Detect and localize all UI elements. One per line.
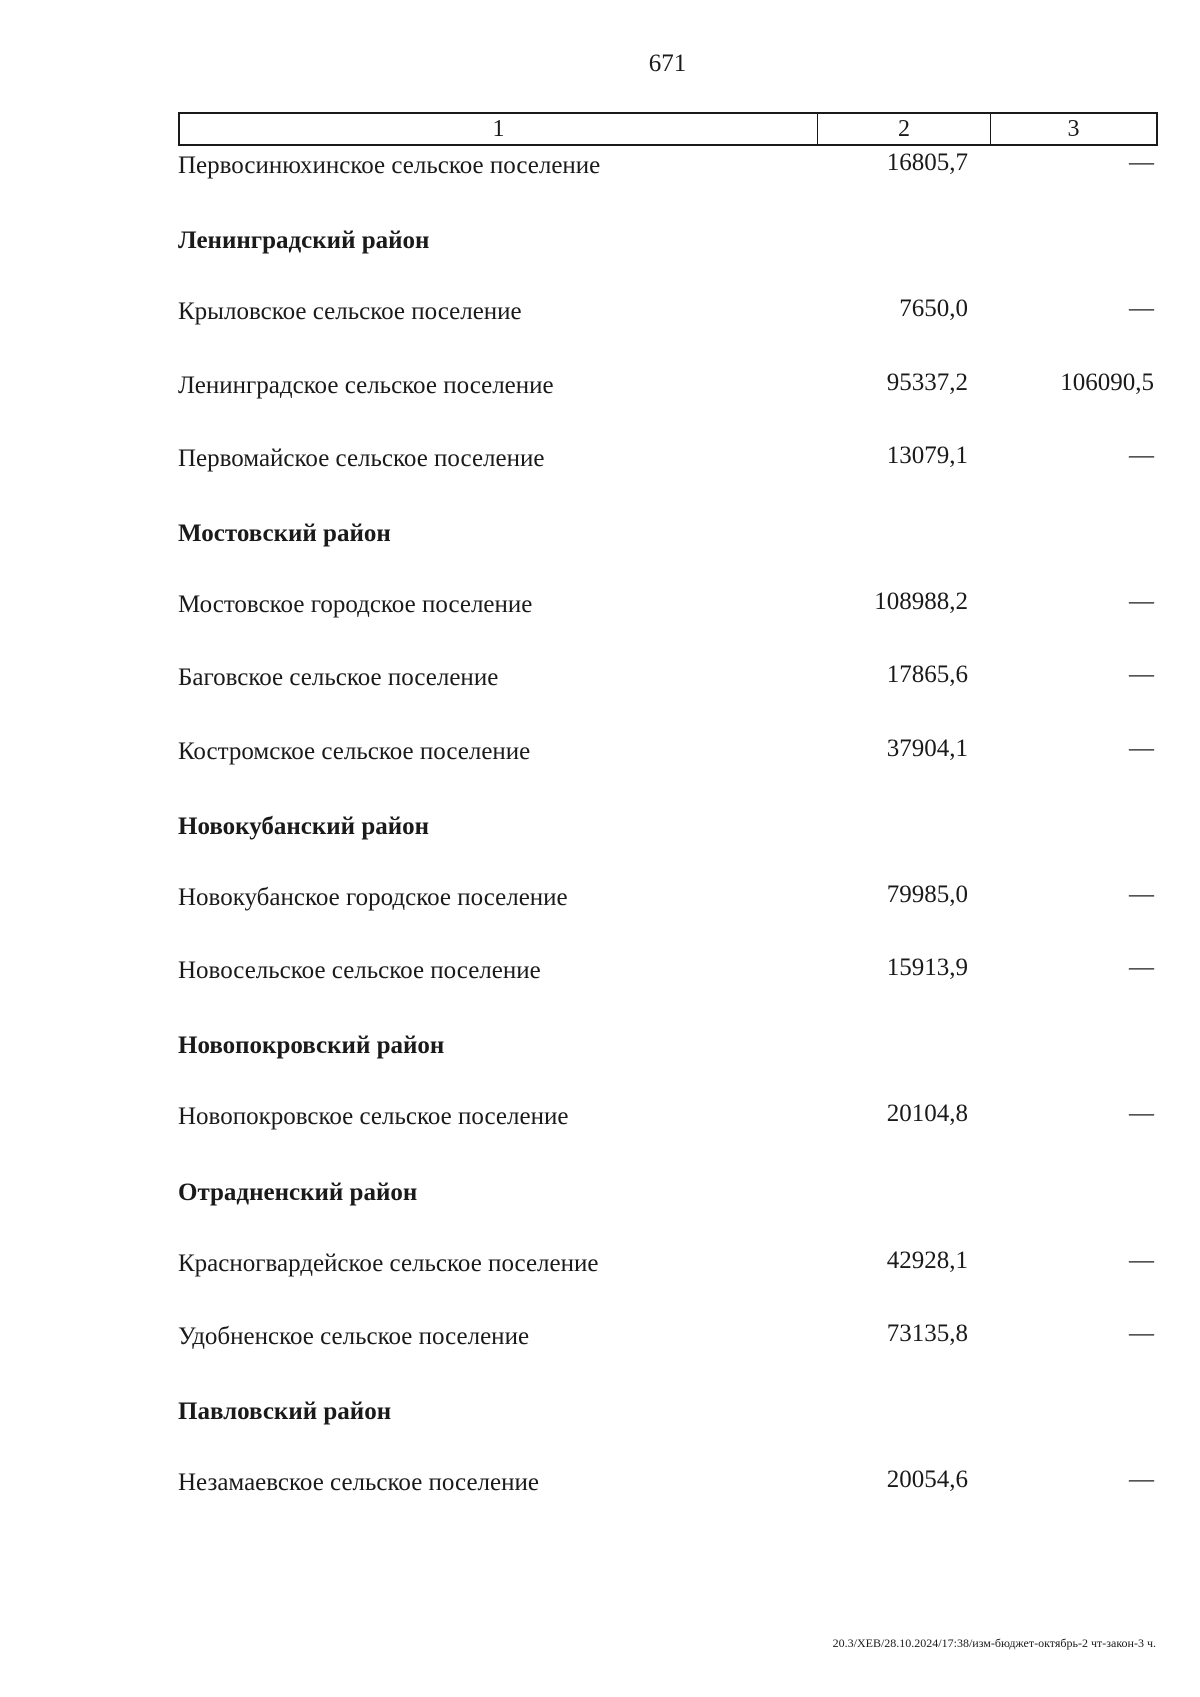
page-number: 671 [648, 50, 687, 77]
settlement-name: Незамаевское сельское поселение [178, 1469, 539, 1497]
column-header-2: 2 [818, 114, 991, 144]
column-header-3: 3 [1067, 115, 1080, 142]
settlement-name: Новопокровское сельское поселение [178, 1103, 569, 1131]
value-column-2: 108988,2 [874, 588, 968, 616]
settlement-name: Новосельское сельское поселение [178, 957, 541, 985]
settlement-name: Мостовское городское поселение [178, 591, 533, 619]
table-row [178, 1465, 1158, 1538]
table-row [178, 1099, 1158, 1172]
table-row [178, 368, 1158, 441]
value-column-2: 7650,0 [899, 295, 968, 323]
district-heading-row [178, 1026, 1158, 1099]
settlement-name: Удобненское сельское поселение [178, 1323, 530, 1350]
settlement-name: Крыловское сельское поселение [178, 298, 522, 326]
settlement-name: Новокубанское городское поселение [178, 883, 568, 911]
district-heading-row [178, 514, 1158, 587]
value-column-3: 106090,5 [1060, 368, 1154, 396]
value-column-3-dash: — [1129, 1320, 1154, 1347]
district-name: Ленинградский район [178, 227, 430, 255]
table-row [178, 734, 1158, 807]
table-row [178, 880, 1158, 953]
value-column-3-dash: — [1129, 441, 1154, 469]
settlement-name: Первосинюхинское сельское поселение [178, 152, 601, 179]
value-column-3-dash: — [1129, 1100, 1154, 1128]
value-column-3-dash: — [1129, 1466, 1154, 1494]
value-column-2: 13079,1 [886, 441, 968, 469]
table-body [178, 148, 1158, 1539]
value-column-2: 79985,0 [886, 880, 968, 908]
table-row [178, 587, 1158, 660]
table-row [178, 294, 1158, 367]
value-column-3-dash: — [1129, 880, 1154, 908]
district-name: Отрадненский район [178, 1178, 418, 1206]
district-heading-row [178, 807, 1158, 880]
settlement-name: Костромское сельское поселение [178, 737, 531, 765]
district-name: Новопокровский район [178, 1032, 445, 1060]
table-row [178, 148, 1158, 221]
district-heading-row [178, 1392, 1158, 1465]
district-name: Мостовский район [178, 519, 391, 547]
value-column-3-dash: — [1129, 954, 1154, 982]
value-column-2: 95337,2 [886, 368, 968, 396]
value-column-3-dash: — [1129, 1246, 1154, 1274]
district-heading-row [178, 221, 1158, 294]
value-column-3-dash: — [1129, 588, 1154, 616]
value-column-3-dash: — [1129, 295, 1154, 323]
footer-document-code: 20.3/ХЕВ/28.10.2024/17:38/изм-бюджет-октябрь-2 чт-закон-3 ч. [832, 1636, 1156, 1650]
table-row [178, 1319, 1158, 1392]
table-row [178, 953, 1158, 1026]
value-column-2: 73135,8 [886, 1320, 968, 1347]
value-column-2: 16805,7 [886, 149, 968, 176]
district-heading-row [178, 1173, 1158, 1246]
settlement-name: Красногвардейское сельское поселение [178, 1249, 599, 1277]
table-column-header [178, 112, 1158, 146]
value-column-2: 20054,6 [886, 1466, 968, 1494]
value-column-2: 15913,9 [886, 954, 968, 982]
column-header-1: 1 [180, 114, 818, 144]
value-column-2: 37904,1 [886, 734, 968, 762]
settlement-name: Первомайское сельское поселение [178, 444, 545, 472]
value-column-3-dash: — [1129, 734, 1154, 762]
value-column-2: 17865,6 [886, 661, 968, 689]
table-row [178, 441, 1158, 514]
settlement-name: Ленинградское сельское поселение [178, 371, 554, 399]
value-column-3-dash: — [1129, 149, 1154, 176]
table-row [178, 660, 1158, 733]
settlement-name: Баговское сельское поселение [178, 664, 499, 692]
value-column-2: 42928,1 [886, 1246, 968, 1274]
district-name: Павловский район [178, 1398, 392, 1426]
table-row [178, 1246, 1158, 1319]
value-column-2: 20104,8 [886, 1100, 968, 1128]
district-name: Новокубанский район [178, 812, 430, 840]
value-column-3-dash: — [1129, 661, 1154, 689]
